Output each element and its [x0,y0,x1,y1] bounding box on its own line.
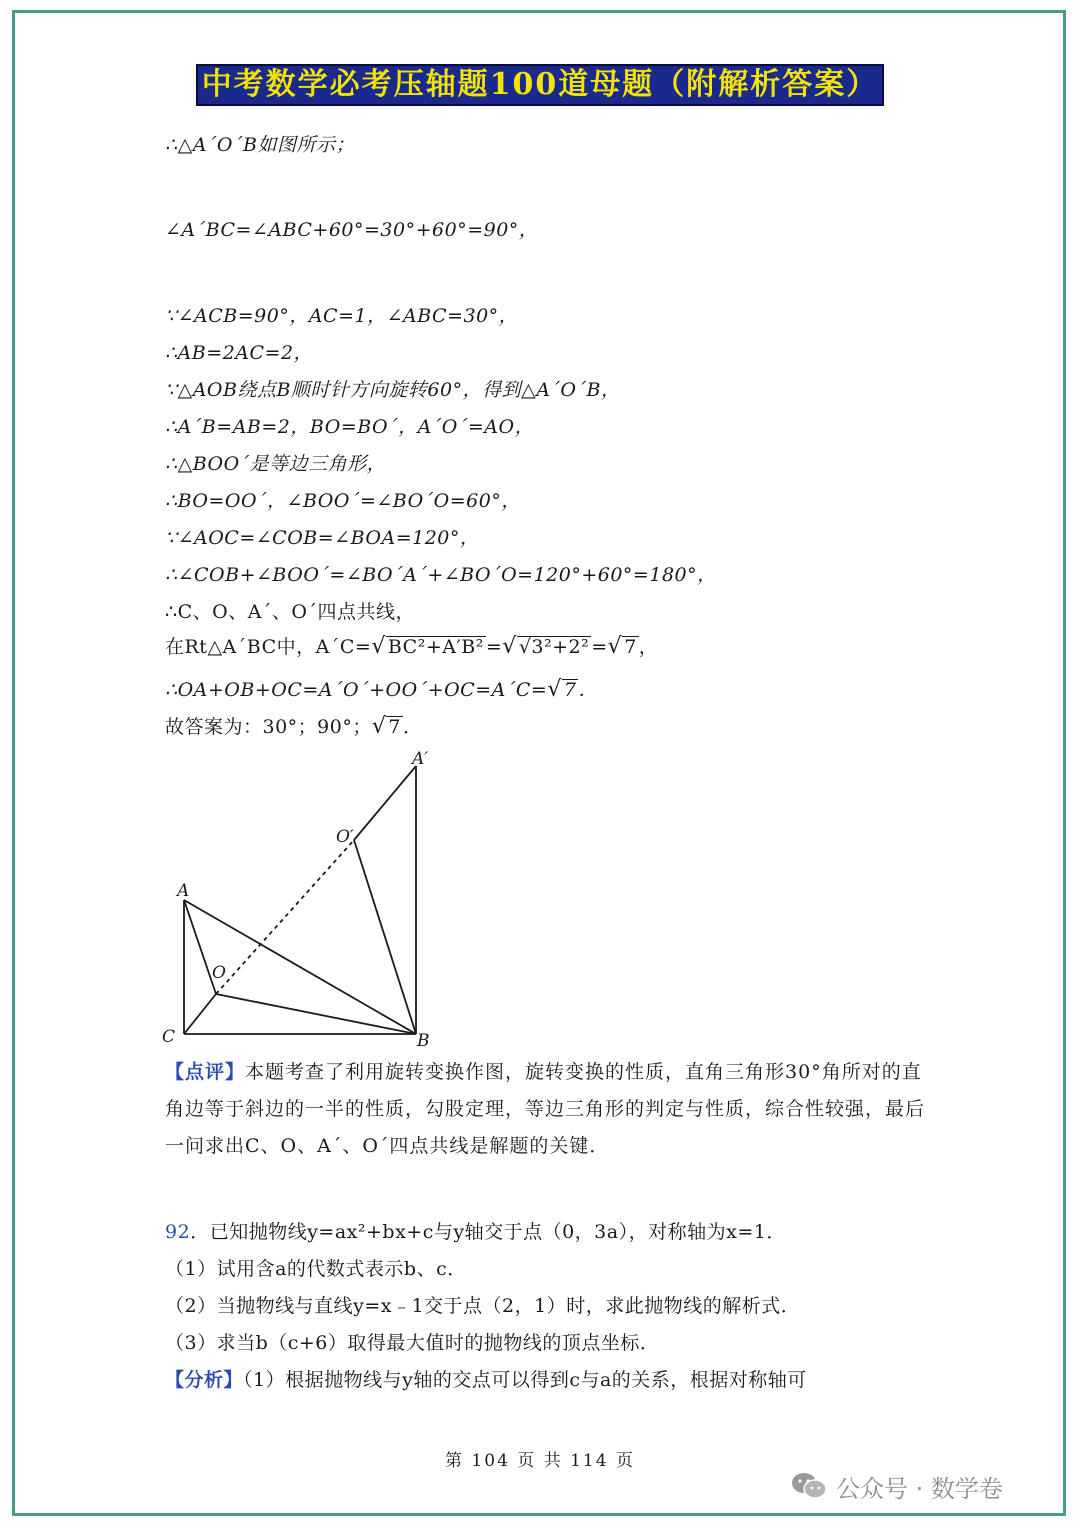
solution-line-14 [165,714,423,740]
comment-tag: 【点评】 [165,1061,246,1083]
watermark-text: 公众号 · 数学卷 [836,1474,1003,1503]
solution-line-3: ∵∠ACB=90°，AC=1，∠ABC=30°， [165,305,519,327]
label-A-prime: A′ [412,749,429,769]
label-B: B [417,1031,430,1051]
sqrt-icon: √ [371,714,387,739]
label-O: O [212,963,226,983]
l13-end: ． [578,679,598,701]
question-stem [165,1219,786,1245]
question-part-3: （3）求当b（c+6）取得最大值时的抛物线的顶点坐标． [165,1332,660,1354]
page-title: 中考数学必考压轴题100道母题（附解析答案） [196,64,884,106]
l12-eq: = [485,636,503,658]
question-part-1: （1）试用含a的代数式表示b、c． [165,1258,467,1280]
l12-radical-3: 7 [624,636,637,658]
solution-line-2: ∠A´BC=∠ABC+60°=30°+60°=90°， [165,219,539,241]
l12-radical-1: BC²+A′B² [387,636,484,658]
l12-end: ， [638,636,659,658]
solution-line-6: ∴A´B=AB=2，BO=BO´，A´O´=AO， [165,416,535,438]
segment-OO2-dashed [216,840,354,994]
solution-line-13 [165,677,598,703]
l13-prefix: ∴OA+OB+OC=A´O´+OO´+OC=A´C= [165,679,548,701]
l12-prefix: 在Rt△A´BC中，A´C= [165,636,372,658]
analysis-line [165,1367,807,1393]
label-A: A [177,881,190,901]
label-C: C [162,1027,176,1047]
analysis-tag: 【分析】 [165,1369,244,1391]
solution-line-1: ∴△A´O´B如图所示； [165,134,355,156]
l12-eq2: = [591,636,608,658]
solution-line-4: ∴AB=2AC=2， [165,342,314,364]
wechat-icon [790,1471,828,1501]
sqrt-icon: √ [371,634,386,659]
sqrt-icon: √ [547,677,562,702]
segment-OB [216,994,416,1034]
label-O-prime: O′ [336,827,354,847]
segment-O2B [354,840,416,1034]
watermark [790,1466,1003,1506]
solution-line-11: ∴C、O、A´、O´四点共线， [165,601,416,623]
comment-text: 本题考查了利用旋转变换作图，旋转变换的性质，直角三角形30°角所对的直角边等于斜边的一半的性质，勾股定理，等边三角形的判定与性质，综合性较强，最后一问求出C、O、A´、O´四点共线是解题的关键． [165,1061,926,1157]
l13-radical: 7 [563,679,577,701]
geometry-diagram [150,740,450,1052]
segment-CO [184,994,216,1034]
solution-line-12 [165,634,658,660]
l14-end: ． [402,716,423,738]
segment-A2O2 [354,766,416,840]
solution-line-7: ∴△BOO´是等边三角形， [165,453,387,475]
l12-radical-2: √3²+2² [518,636,590,658]
solution-line-5: ∵△AOB绕点B顺时针方向旋转60°，得到△A´O´B， [165,379,621,401]
analysis-text: （1）根据抛物线与y轴的交点可以得到c与a的关系，根据对称轴可 [243,1369,807,1391]
solution-line-8: ∴BO=OO´，∠BOO´=∠BO´O=60°， [165,490,521,512]
solution-line-10: ∴∠COB+∠BOO´=∠BO´A´+∠BO´O=120°+60°=180°， [165,564,717,586]
comment-paragraph [165,1054,925,1165]
page-number: 第 104 页 共 114 页 [445,1451,635,1471]
question-stem-text: ．已知抛物线y=ax²+bx+c与y轴交于点（0，3a），对称轴为x=1． [190,1221,786,1243]
l14-prefix: 故答案为：30°；90°； [165,716,372,738]
question-number: 92 [165,1221,191,1243]
sqrt-icon: √ [502,634,517,659]
solution-line-9: ∵∠AOC=∠COB=∠BOA=120°， [165,527,480,549]
sqrt-icon: √ [607,634,623,659]
l14-radical: 7 [388,716,401,738]
question-part-2: （2）当抛物线与直线y=x﹣1交于点（2，1）时，求此抛物线的解析式． [165,1295,801,1317]
